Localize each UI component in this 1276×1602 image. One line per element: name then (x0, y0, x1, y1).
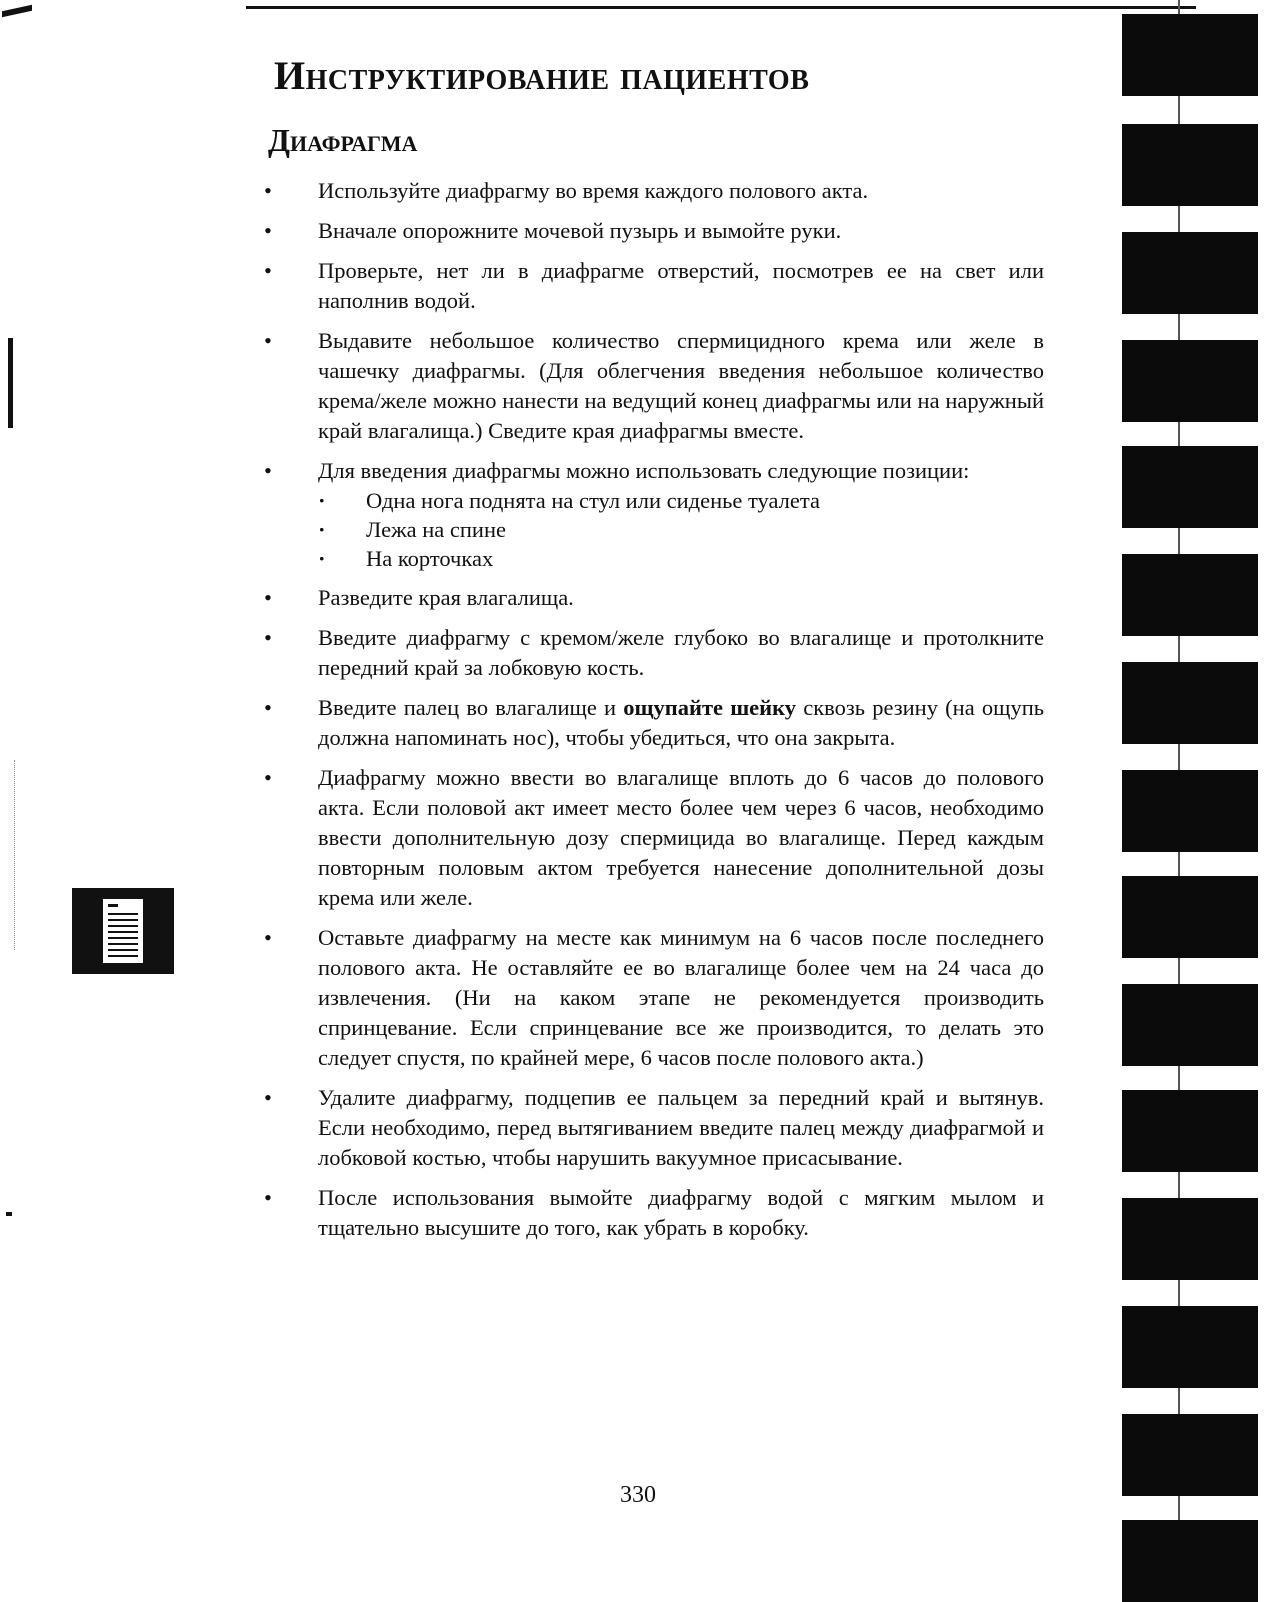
binder-tab (1122, 662, 1258, 744)
instruction-item (264, 1083, 1044, 1173)
scan-margin-mark (8, 338, 13, 428)
instruction-item (264, 923, 1044, 1073)
binder-tab (1122, 446, 1258, 528)
binder-tab (1122, 124, 1258, 206)
binder-tab (1122, 1520, 1258, 1602)
instruction-text: Вначале опорожните мочевой пузырь и вымойте руки. (318, 218, 842, 243)
instruction-item (264, 763, 1044, 913)
instruction-text: Оставьте диафрагму на месте как минимум на 6 часов после последнего полового акта. Не оставляйте ее во влагалище более чем на 24 часа до извлечения. (Ни на каком этапе не рекомендуется производить спринцевание. Если спринцевание все же производится, то делать это следует спустя, по крайней мере, 6 часов после полового акта.) (318, 925, 1044, 1070)
binder-tab (1122, 340, 1258, 422)
instruction-text: Введите палец во влагалище и (318, 695, 624, 720)
binder-tab (1122, 1306, 1258, 1388)
position-item: · На корточках (318, 544, 1044, 573)
instruction-text: Проверьте, нет ли в диафрагме отверстий, посмотрев ее на свет или наполнив водой. (318, 258, 1044, 313)
instruction-item (264, 456, 1044, 573)
instruction-text: Удалите диафрагму, подцепив ее пальцем за передний край и вытянув. Если необходимо, перед вытягиванием введите палец между диафрагмой и лобковой костью, чтобы нарушить вакуумное присасывание. (318, 1085, 1044, 1170)
instruction-item (264, 583, 1044, 613)
instruction-item (264, 256, 1044, 316)
instruction-item (264, 693, 1044, 753)
instruction-item (264, 176, 1044, 206)
scan-corner-mark (2, 5, 32, 17)
page-title: Инструктирование пациентов (274, 53, 810, 98)
section-title: Диафрагма (268, 122, 418, 158)
scan-margin-dot (6, 1212, 12, 1216)
position-list (318, 486, 1044, 573)
instruction-emphasis: ощупайте шейку (623, 695, 797, 720)
instruction-item (264, 623, 1044, 683)
binder-tab (1122, 554, 1258, 636)
instruction-text: После использования вымойте диафрагму водой с мягким мылом и тщательно высушите до того, как убрать в коробку. (318, 1185, 1044, 1240)
instruction-text: Используйте диафрагму во время каждого полового акта. (318, 178, 869, 203)
instruction-item (264, 1183, 1044, 1243)
binder-tab (1122, 14, 1258, 96)
binder-tab (1122, 232, 1258, 314)
instruction-item (264, 326, 1044, 446)
binder-tab (1122, 1198, 1258, 1280)
instruction-text: Разведите края влагалища. (318, 585, 574, 610)
instruction-list (264, 176, 1044, 1243)
binder-tab (1122, 876, 1258, 958)
document-icon (72, 888, 174, 974)
binder-tabs (1122, 0, 1258, 1600)
binder-tab (1122, 984, 1258, 1066)
top-rule (246, 6, 1196, 9)
page-number: 330 (620, 1482, 656, 1508)
position-item: · Одна нога поднята на стул или сиденье туалета (318, 486, 1044, 515)
instruction-item (264, 216, 1044, 246)
instruction-text: Выдавите небольшое количество спермицидного крема или желе в чашечку диафрагмы. (Для облегчения введения небольшое количество крема/желе можно нанести на ведущий конец диафрагмы или на наружный край влагалища.) Сведите края диафрагмы вместе. (318, 328, 1044, 443)
instruction-text: Диафрагму можно ввести во влагалище вплоть до 6 часов до полового акта. Если половой акт имеет место более чем через 6 часов, необходимо ввести дополнительную дозу спермицида во влагалище. Перед каждым повторным половым актом требуется нанесение дополнительной дозы крема или желе. (318, 765, 1044, 910)
instruction-text: сквозь резину (на ощупь должна напоминать нос), чтобы убедиться, что она закрыта. (318, 695, 1045, 750)
document-sheet (103, 899, 143, 963)
instruction-text: Для введения диафрагмы можно использовать следующие позиции: (318, 458, 970, 483)
binder-tab (1122, 1414, 1258, 1496)
binder-tab (1122, 1090, 1258, 1172)
binder-tab (1122, 770, 1258, 852)
position-item: · Лежа на спине (318, 515, 1044, 544)
instruction-content (264, 176, 1044, 1253)
margin-dotted-line (14, 760, 15, 950)
instruction-text: Введите диафрагму с кремом/желе глубоко во влагалище и протолкните передний край за лобковую кость. (318, 625, 1044, 680)
